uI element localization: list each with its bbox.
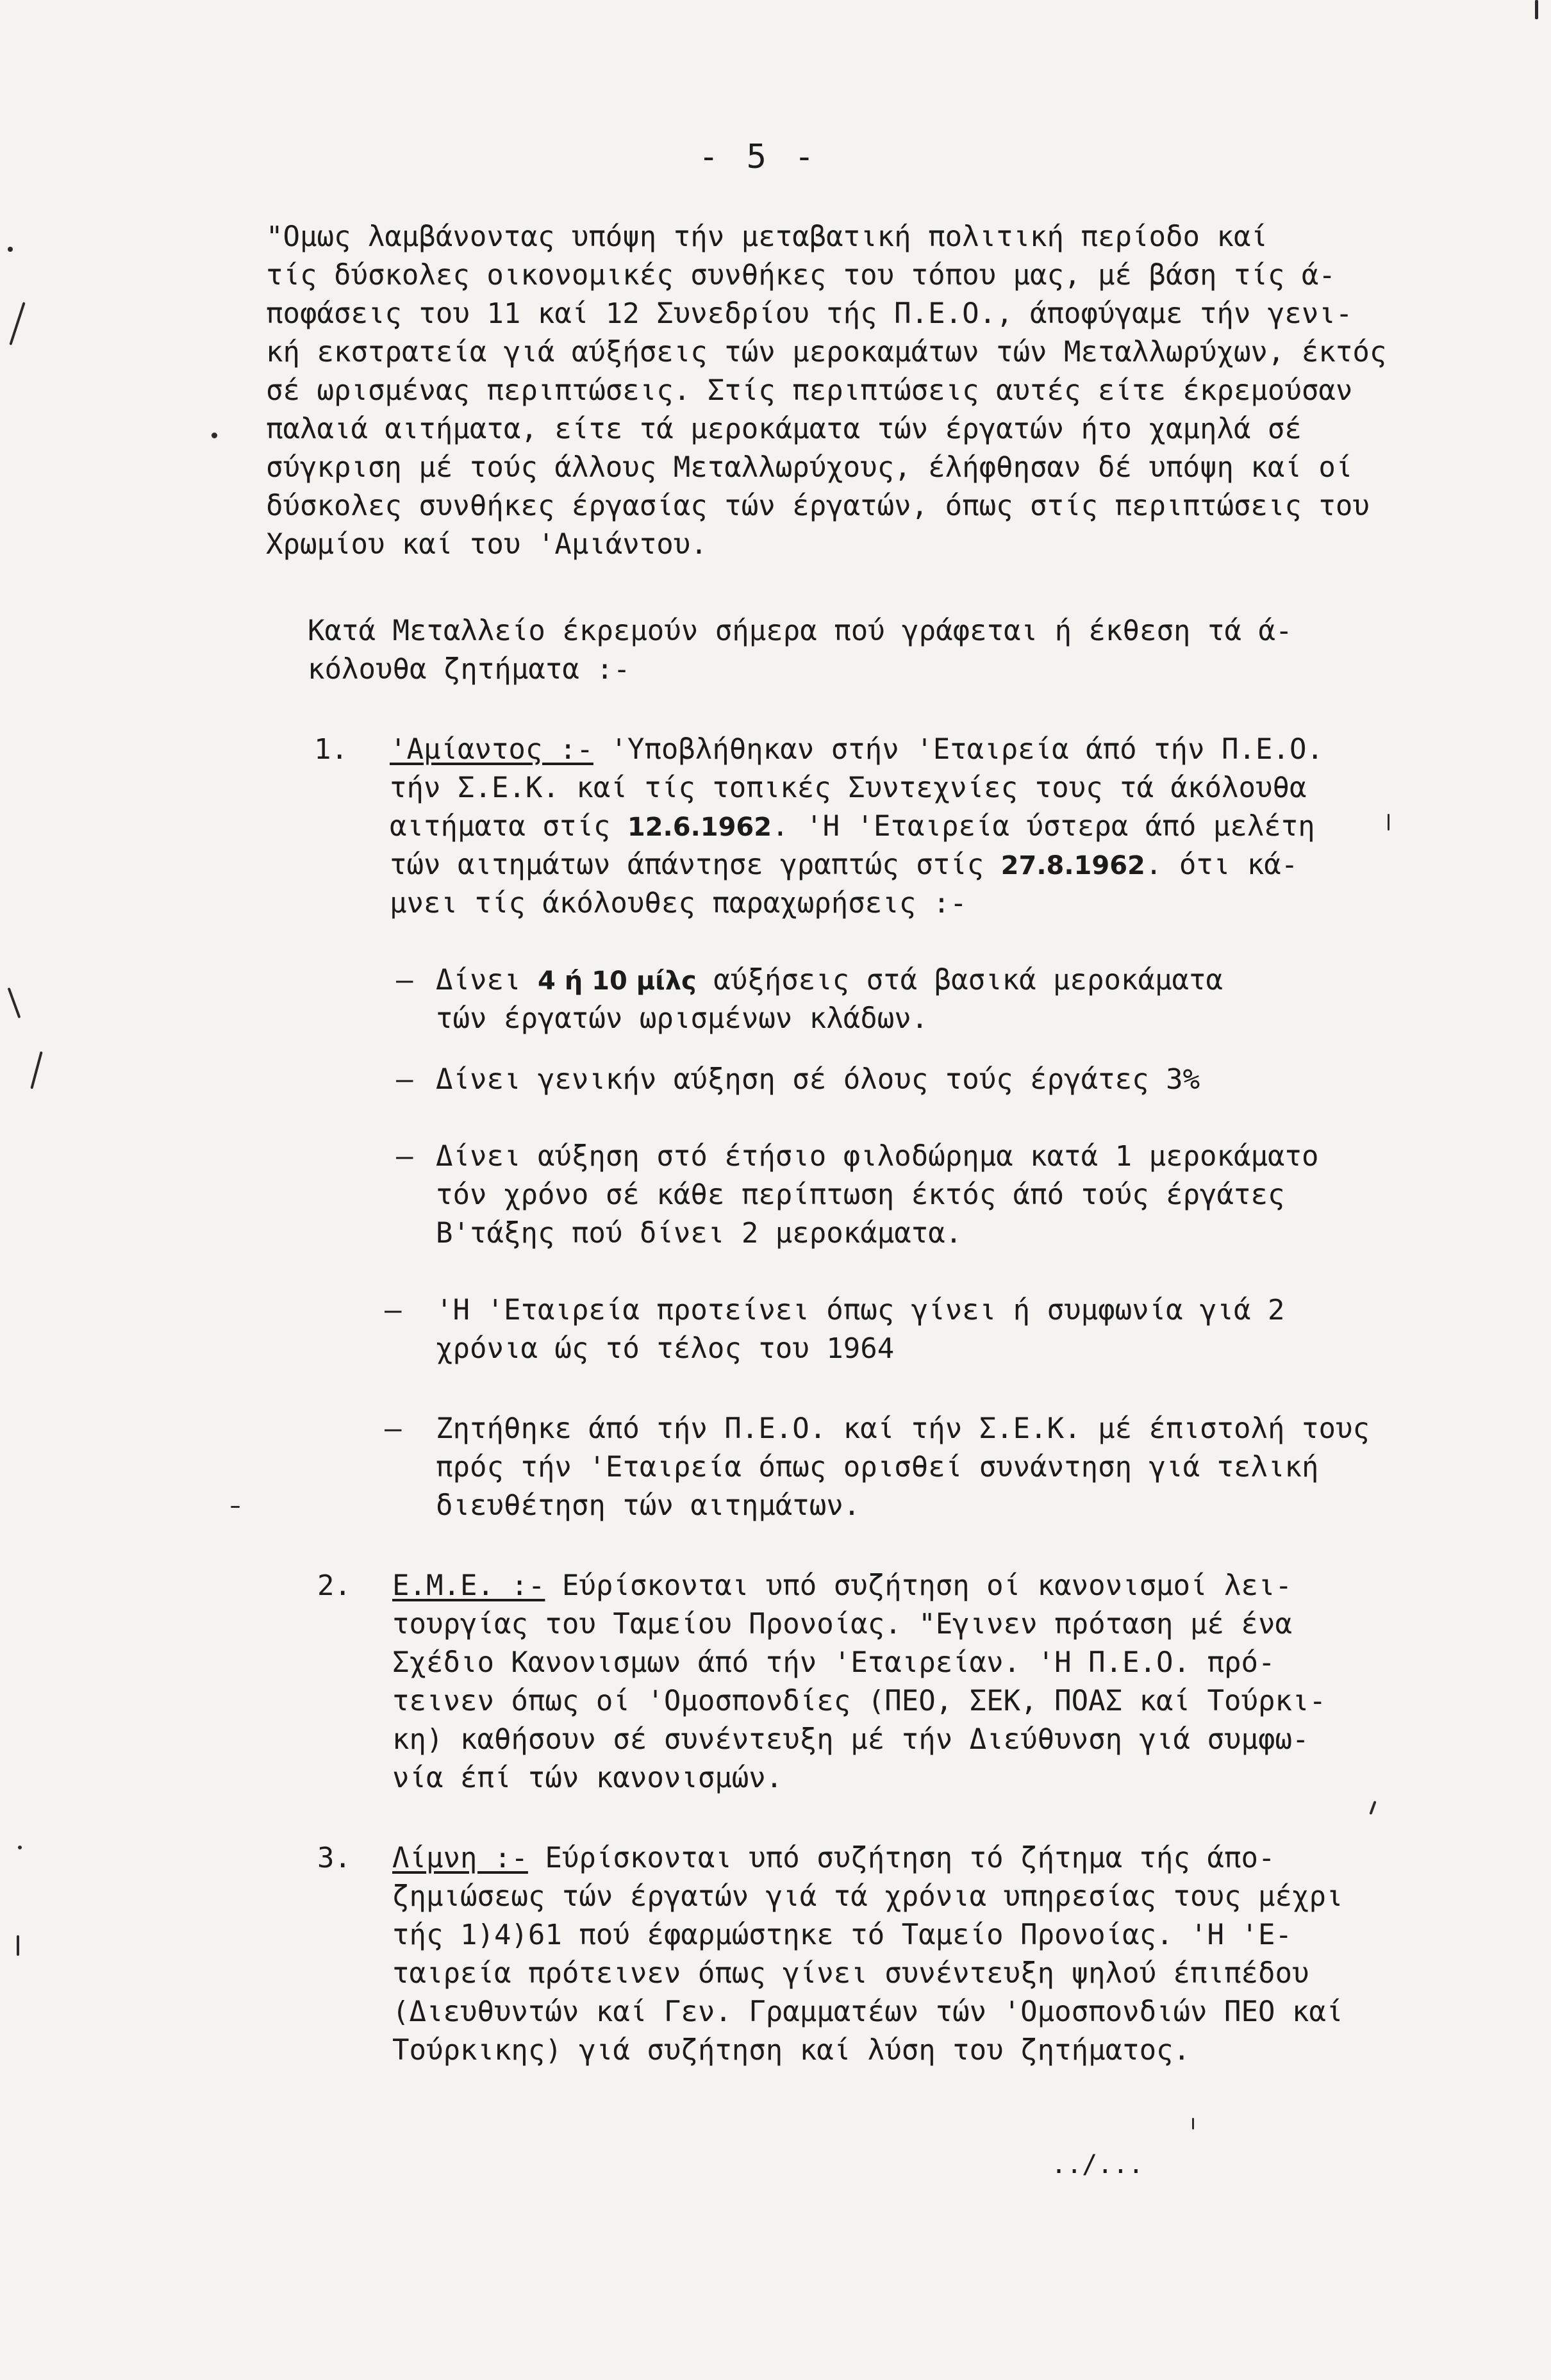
text-line: ζημιώσεως τών έργατών γιά τά χρόνια υπηρεσίας τους μέχρι [392,1880,1343,1913]
text-line: τής 1)4)61 πού έφαρμώστηκε τό Ταμείο Προνοίας. 'Η 'Ε- [392,1919,1292,1951]
text-line: μνει τίς άκόλουθες παραχωρήσεις :- [390,887,967,920]
scan-speck [212,433,217,438]
text-line [436,961,1223,1000]
bullet-1 [436,961,1223,1038]
bullet-2 [436,1061,1200,1099]
text-line: Τούρκικης) γιά συζήτηση καί λύση του ζητήματος. [392,2034,1191,2067]
text-line: "Ομως λαμβάνοντας υπόψη τήν μεταβατική πολιτική περίοδο καί [266,220,1268,253]
text-line: πρός τήν 'Εταιρεία όπως ορισθεί συνάντηση γιά τελική [436,1451,1319,1483]
item-1-paragraph [390,731,1323,923]
bullet-dash: – [396,964,413,996]
text-line: τόν χρόνο σέ κάθε περίπτωση έκτός άπό τούς έργάτες [436,1178,1285,1211]
item-2-paragraph [392,1567,1326,1797]
scan-stroke [17,1935,19,1956]
scan-stroke [9,302,25,345]
text-line: Β'τάξης πού δίνει 2 μεροκάματα. [436,1217,963,1250]
text-line [390,807,1323,846]
text-line: χρόνια ώς τό τέλος του 1964 [436,1332,895,1365]
bullet-dash: – [385,1294,402,1326]
bullet-5 [436,1410,1370,1525]
text-segment: Εύρίσκονται υπό συζήτηση τό ζήτημα τής άπο- [527,1842,1275,1874]
text-segment: Δίνει [436,964,538,996]
text-line: Κατά Μεταλλείο έκρεμούν σήμερα πού γράφεται ή έκθεση τά ά- [308,615,1293,647]
text-line [390,846,1323,884]
text-line: τίς δύσκολες οικονομικές συνθήκες του τόπου μας, μέ βάση τίς ά- [266,259,1336,292]
text-segment: αύξήσεις στά βασικά μεροκάματα [696,964,1223,996]
text-segment: Εύρίσκονται υπό συζήτηση οί κανονισμοί λει- [545,1569,1292,1602]
handwritten-amount: 4 ή 10 μίλς [537,966,697,996]
text-line: τήν Σ.Ε.Κ. καί τίς τοπικές Συντεχνίες τους τά άκόλουθα [390,772,1307,804]
text-line: ταιρεία πρότεινεν όπως γίνει συνέντευξη ψηλού έπιπέδου [392,1957,1309,1990]
scan-stroke [1192,2118,1194,2129]
text-line: τεινεν όπως οί 'Ομοσπονδίες (ΠΕΟ, ΣΕΚ, ΠΟΑΣ καί Τούρκι- [392,1685,1326,1717]
scan-stroke [1388,814,1389,831]
text-line: Δίνει αύξηση στό έτήσιο φιλοδώρημα κατά 1 μεροκάματο [436,1140,1319,1173]
text-line: νία έπί τών κανονισμών. [392,1762,783,1794]
bullet-4 [436,1291,1285,1368]
handwritten-date: 12.6.1962 [627,813,772,842]
text-line: τουργίας του Ταμείου Προνοίας. "Εγινεν πρόταση μέ ένα [392,1608,1292,1640]
text-line: Ζητήθηκε άπό τήν Π.Ε.Ο. καί τήν Σ.Ε.Κ. μέ έπιστολή τους [436,1412,1370,1445]
text-line [392,1839,1343,1878]
text-segment: 'Υποβλήθηκαν στήν 'Εταιρεία άπό τήν Π.Ε.Ο. [593,733,1323,766]
text-line: 'Η 'Εταιρεία προτείνει όπως γίνει ή συμφωνία γιά 2 [436,1294,1285,1326]
text-segment: . 'Η 'Εταιρεία ύστερα άπό μελέτη [772,810,1315,843]
intro-paragraph [266,218,1386,564]
text-line: κόλουθα ζητήματα :- [308,653,631,686]
bullet-dash: – [396,1063,413,1096]
continuation-marker: ../... [1051,2150,1144,2179]
page-number: - 5 - [699,138,818,176]
scan-stroke [8,988,21,1018]
scan-speck [18,1846,22,1849]
text-line: τών έργατών ωρισμένων κλάδων. [436,1002,929,1035]
scan-stroke [1535,0,1538,19]
text-line: (Διευθυντών καί Γεν. Γραμματέων τών 'Ομοσπονδιών ΠΕΟ καί [392,1996,1343,2028]
text-line: σύγκριση μέ τούς άλλους Μεταλλωρύχους, έλήφθησαν δέ υπόψη καί οί [266,451,1353,484]
text-line: Δίνει γενικήν αύξηση σέ όλους τούς έργάτες 3% [436,1063,1200,1096]
text-line: κή εκστρατεία γιά αύξήσεις τών μεροκαμάτων τών Μεταλλωρύχων, έκτός [266,336,1387,368]
scan-speck [8,247,13,252]
item-3-heading: Λίμνη :- [392,1842,528,1874]
text-line: δύσκολες συνθήκες έργασίας τών έργατών, όπως στίς περιπτώσεις του [266,490,1370,522]
bullet-3 [436,1137,1319,1253]
item-3-number: 3. [317,1842,351,1874]
text-line: Σχέδιο Κανονισμων άπό τήν 'Εταιρείαν. 'Η Π.Ε.Ο. πρό- [392,1646,1275,1679]
text-segment: . ότι κά- [1145,848,1298,881]
handwritten-date: 27.8.1962 [1000,851,1145,880]
item-2-number: 2. [317,1569,351,1602]
text-line: Χρωμίου καί του 'Αμιάντου. [266,528,708,561]
text-line: παλαιά αιτήματα, είτε τά μεροκάματα τών έργατών ήτο χαμηλά σέ [266,413,1302,445]
bullet-dash: – [385,1412,402,1445]
scan-stroke [1369,1801,1376,1815]
scan-stroke [30,1052,42,1089]
text-line: ποφάσεις του 11 καί 12 Συνεδρίου τής Π.Ε.Ο., άποφύγαμε τήν γενι- [266,297,1353,330]
text-line: σέ ωρισμένας περιπτώσεις. Στίς περιπτώσεις αυτές είτε έκρεμούσαν [266,374,1353,407]
text-line [392,1567,1326,1605]
text-segment: τών αιτημάτων άπάντησε γραπτώς στίς [390,848,1001,881]
item-2-heading: Ε.Μ.Ε. :- [392,1569,545,1602]
scan-speck [231,1506,240,1508]
item-3-paragraph [392,1839,1343,2070]
text-line: κη) καθήσουν σέ συνέντευξη μέ τήν Διεύθυνση γιά συμφω- [392,1723,1309,1756]
item-1-number: 1. [314,733,348,766]
text-line [390,731,1323,769]
item-1-heading: 'Αμίαντος :- [390,733,593,766]
text-segment: αιτήματα στίς [390,810,627,843]
text-line: διευθέτηση τών αιτημάτων. [436,1489,861,1522]
sub-intro-paragraph [308,612,1292,689]
bullet-dash: – [396,1140,413,1173]
